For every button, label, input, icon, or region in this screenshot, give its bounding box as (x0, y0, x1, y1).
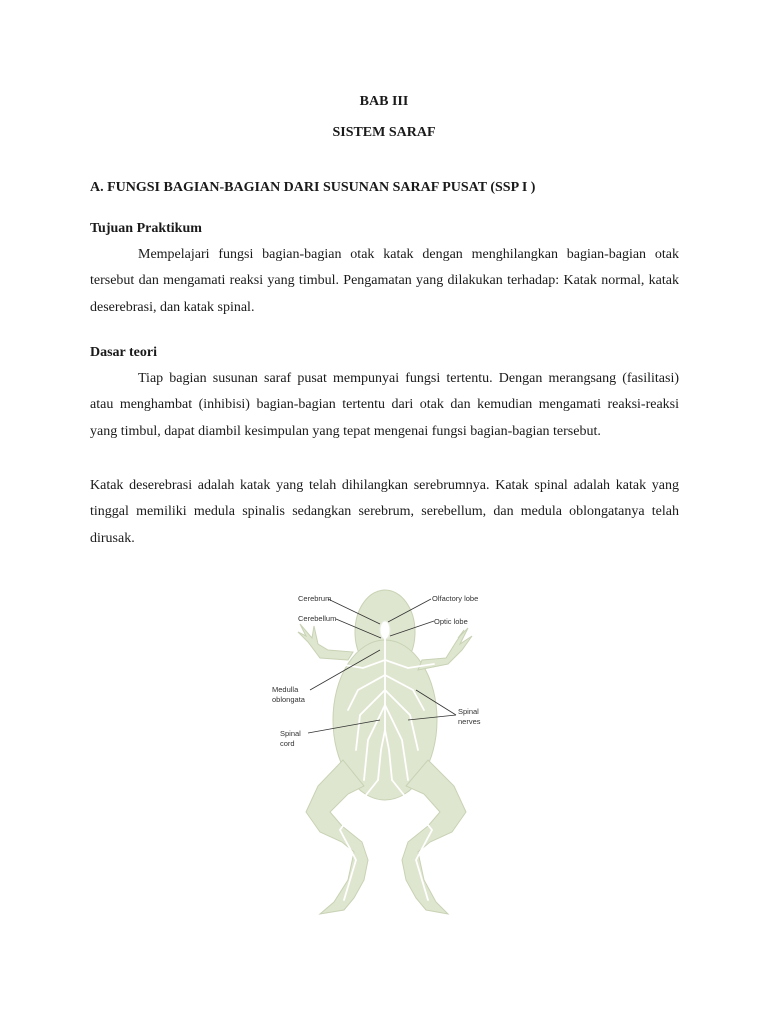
chapter-title: SISTEM SARAF (332, 125, 436, 140)
label-oblongata: oblongata (272, 695, 305, 704)
label-cerebellum: Cerebellum (298, 614, 337, 623)
section-title: A. FUNGSI BAGIAN-BAGIAN DARI SUSUNAN SARAF PUSAT (SSP I ) (90, 180, 536, 195)
label-cerebrum: Cerebrum (298, 594, 332, 603)
label-spinal-nerves-2: nerves (458, 717, 481, 726)
label-optic-lobe: Optic lobe (434, 617, 468, 626)
label-spinal-nerves-1: Spinal (458, 707, 479, 716)
dasar-teori-text-1: Tiap bagian susunan saraf pusat mempunyai fungsi tertentu. Dengan merangsang (fasilitasi) atau menghambat (inhibisi) bagian-bagian tertentu dari otak dan kemudian mengamati reaksi-reaksi yang timbul, dapat diambil kesimpulan yang tepat mengenai fungsi bagian-bagian tersebut. (90, 371, 679, 439)
label-spinal-cord-2: cord (280, 739, 295, 748)
label-spinal-cord-1: Spinal (280, 729, 301, 738)
label-olfactory-lobe: Olfactory lobe (432, 594, 479, 603)
frog-diagram (268, 580, 500, 920)
tujuan-text: Mempelajari fungsi bagian-bagian otak katak dengan menghilangkan bagian-bagian otak tersebut dan mengamati reaksi yang timbul. Pengamatan yang dilakukan terhadap: Katak normal, katak deserebrasi, dan katak spinal. (90, 247, 679, 315)
frog-nervous-system-figure (268, 580, 500, 920)
chapter-number: BAB III (359, 94, 409, 109)
dasar-teori-heading: Dasar teori (90, 345, 157, 360)
tujuan-paragraph (90, 242, 679, 321)
tujuan-heading: Tujuan Praktikum (90, 221, 202, 236)
dasar-teori-paragraph-2: Katak deserebrasi adalah katak yang telah dihilangkan serebrumnya. Katak spinal adalah katak yang tinggal memiliki medula spinalis sedangkan serebrum, serebellum, dan medula oblongatanya telah dirusak. (90, 478, 679, 546)
dasar-teori-paragraph-1 (90, 366, 679, 445)
label-medulla: Medulla (272, 685, 299, 694)
